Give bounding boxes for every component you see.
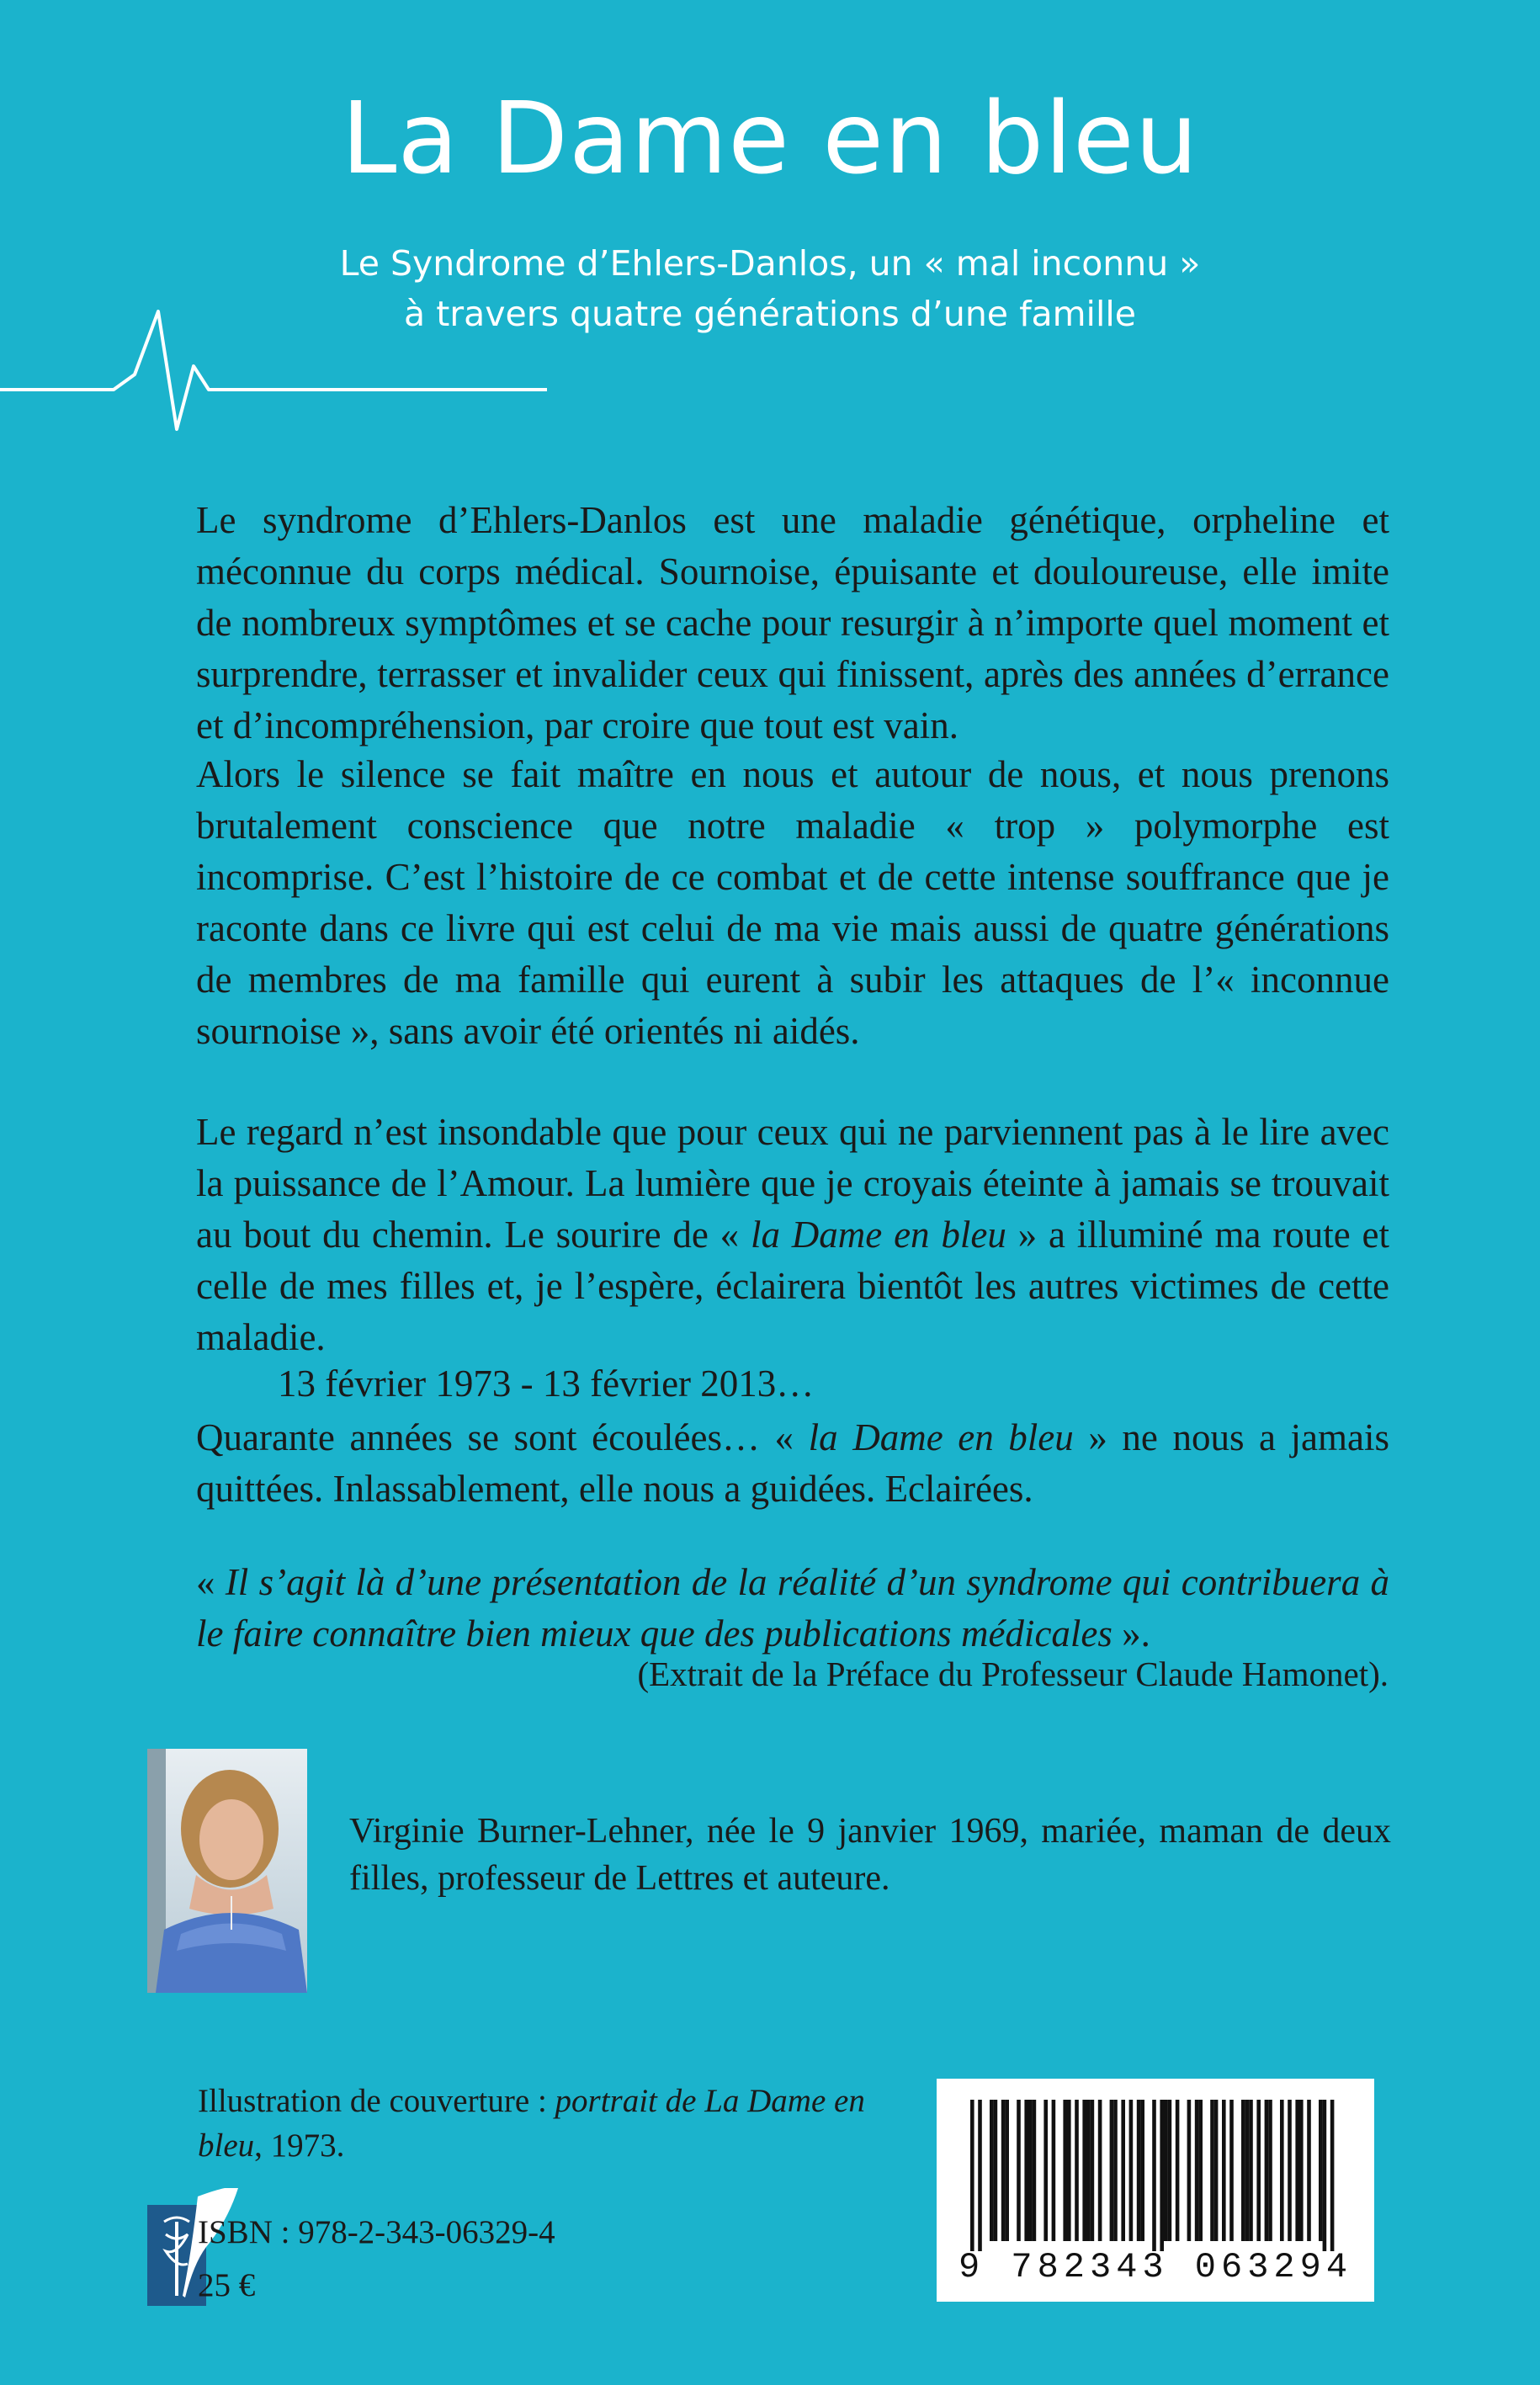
barcode-bar xyxy=(1067,2100,1071,2241)
barcode-bar xyxy=(1168,2100,1172,2241)
illustration-year: , 1973. xyxy=(254,2127,345,2164)
barcode-bar xyxy=(990,2100,994,2241)
barcode-bar xyxy=(1005,2100,1009,2241)
subtitle-line-1: Le Syndrome d’Ehlers-Danlos, un « mal inconnu » xyxy=(339,243,1201,284)
author-photo xyxy=(147,1749,307,1993)
description-paragraph-2 xyxy=(196,749,1389,1057)
paragraph-3-text-a: Le regard n’est insondable que pour ceux qui ne parviennent pas à le lire avec la puissance de l’Amour. La lumière que je croyais éteinte à jamais se trouvait au bout du chemin. Le sourire de « xyxy=(196,1111,1389,1256)
cover-illustration-credit xyxy=(198,2079,871,2168)
price: 25 € xyxy=(198,2267,256,2303)
barcode-bar xyxy=(1063,2100,1067,2241)
barcode-bar xyxy=(1001,2100,1006,2241)
barcode-bar xyxy=(1299,2100,1304,2241)
barcode-bar xyxy=(1319,2100,1323,2241)
paragraph-2-text: Alors le silence se fait maître en nous et autour de nous, et nous prenons brutalement conscience que notre maladie « trop » polymorphe est incomprise. C’est l’histoire de ce combat et de cette intense souffrance que je raconte dans ce livre qui est celui de ma vie mais aussi de quatre générations de membres de ma famille qui eurent à subir les attaques de l’« inconnue sournoise », sans avoir été orientés ni aidés. xyxy=(196,753,1389,1052)
barcode-bar xyxy=(994,2100,998,2241)
barcode-bar xyxy=(1129,2100,1134,2241)
barcode-bar xyxy=(1229,2100,1234,2241)
barcode-bar xyxy=(1098,2100,1102,2241)
barcode-bar xyxy=(1137,2100,1141,2241)
author-bio: Virginie Burner-Lehner, née le 9 janvier 1969, mariée, maman de deux filles, professeur de Lettres et auteure. xyxy=(349,1812,1391,1898)
barcode-bar xyxy=(1176,2100,1180,2241)
barcode-bar xyxy=(1017,2100,1021,2241)
book-title: La Dame en bleu xyxy=(341,80,1199,196)
barcode-bar xyxy=(1140,2100,1144,2241)
barcode-bar xyxy=(1152,2100,1156,2251)
heartbeat-line-icon xyxy=(0,303,555,446)
barcode-bar xyxy=(1256,2100,1261,2241)
barcode-bar xyxy=(1121,2100,1125,2241)
barcode-bar xyxy=(1082,2100,1086,2241)
barcode-bar xyxy=(1249,2100,1253,2241)
barcode xyxy=(937,2079,1374,2302)
barcode-bar xyxy=(1160,2100,1164,2251)
barcode-bar xyxy=(1075,2100,1079,2241)
barcode-bar xyxy=(1265,2100,1269,2241)
paragraph-4-text-b: » ne nous a jamais quittées. Inlassablement, elle nous a guidées. Eclairées. xyxy=(196,1416,1390,1510)
barcode-bar xyxy=(970,2100,974,2251)
paragraph-1-text: Le syndrome d’Ehlers-Danlos est une maladie génétique, orpheline et méconnue du corps médical. Sournoise, épuisante et douloureuse, elle imite de nombreux symptômes et se cache pour resurgir à n’importe quel moment et surprendre, terrasser et invalider ceux qui finissent, après des années d’errance et d’incompréhension, par croire que tout est vain. xyxy=(196,499,1389,746)
paragraph-3-text-b: » a illuminé ma route et celle de mes filles et, je l’espère, éclairera bientôt les autres victimes de cette maladie. xyxy=(196,1214,1390,1358)
barcode-bar xyxy=(1052,2100,1056,2241)
barcode-bar xyxy=(1091,2100,1095,2241)
barcode-bar xyxy=(1110,2100,1114,2241)
description-paragraph-1 xyxy=(196,495,1389,752)
barcode-bar xyxy=(1280,2100,1284,2241)
description-paragraph-3 xyxy=(196,1107,1389,1363)
barcode-bar xyxy=(1198,2100,1203,2241)
quote-close: ». xyxy=(1122,1612,1150,1655)
barcode-bar xyxy=(1024,2100,1028,2241)
barcode-bar xyxy=(1268,2100,1272,2241)
barcode-bar xyxy=(1043,2100,1048,2241)
barcode-bar xyxy=(1307,2100,1311,2241)
quote-source: (Extrait de la Préface du Professeur Claude Hamonet). xyxy=(637,1655,1389,1693)
quote-open: « xyxy=(196,1561,215,1603)
barcode-bar xyxy=(1028,2100,1033,2241)
barcode-bar xyxy=(1245,2100,1250,2241)
subtitle-line-2: à travers quatre générations d’une famille xyxy=(404,294,1136,334)
barcode-bar xyxy=(1086,2100,1091,2241)
barcode-bar xyxy=(1323,2100,1327,2251)
barcode-bar xyxy=(1113,2100,1118,2241)
illustration-label: Illustration de couverture : xyxy=(198,2083,547,2119)
isbn: ISBN : 978-2-343-06329-4 xyxy=(198,2214,555,2250)
barcode-bar xyxy=(1222,2100,1226,2241)
barcode-bar xyxy=(1214,2100,1219,2241)
paragraph-4-title-italic: la Dame en bleu xyxy=(808,1416,1074,1458)
barcode-bar xyxy=(1187,2100,1192,2241)
barcode-bar xyxy=(978,2100,982,2251)
barcode-bar xyxy=(1288,2100,1292,2241)
illustration-title: portrait de La Dame en bleu xyxy=(198,2083,865,2164)
preface-quote xyxy=(196,1557,1389,1660)
description-paragraph-4 xyxy=(196,1412,1389,1515)
barcode-bar xyxy=(1241,2100,1245,2241)
date-line: 13 février 1973 - 13 février 2013… xyxy=(278,1362,815,1405)
barcode-bar xyxy=(1195,2100,1199,2241)
barcode-bar xyxy=(1210,2100,1214,2241)
paragraph-4-text-a: Quarante années se sont écoulées… « xyxy=(196,1416,794,1458)
paragraph-3-title-italic: la Dame en bleu xyxy=(751,1214,1006,1256)
barcode-bar xyxy=(1330,2100,1335,2251)
quote-text: Il s’agit là d’une présentation de la réalité d’un syndrome qui contribuera à le faire connaître bien mieux que des publications médicales xyxy=(196,1561,1389,1655)
barcode-bar xyxy=(1295,2100,1299,2241)
barcode-bar xyxy=(1033,2100,1037,2241)
barcode-number: 9 782343 063294 xyxy=(958,2247,1353,2287)
barcode-bar xyxy=(1164,2100,1168,2241)
